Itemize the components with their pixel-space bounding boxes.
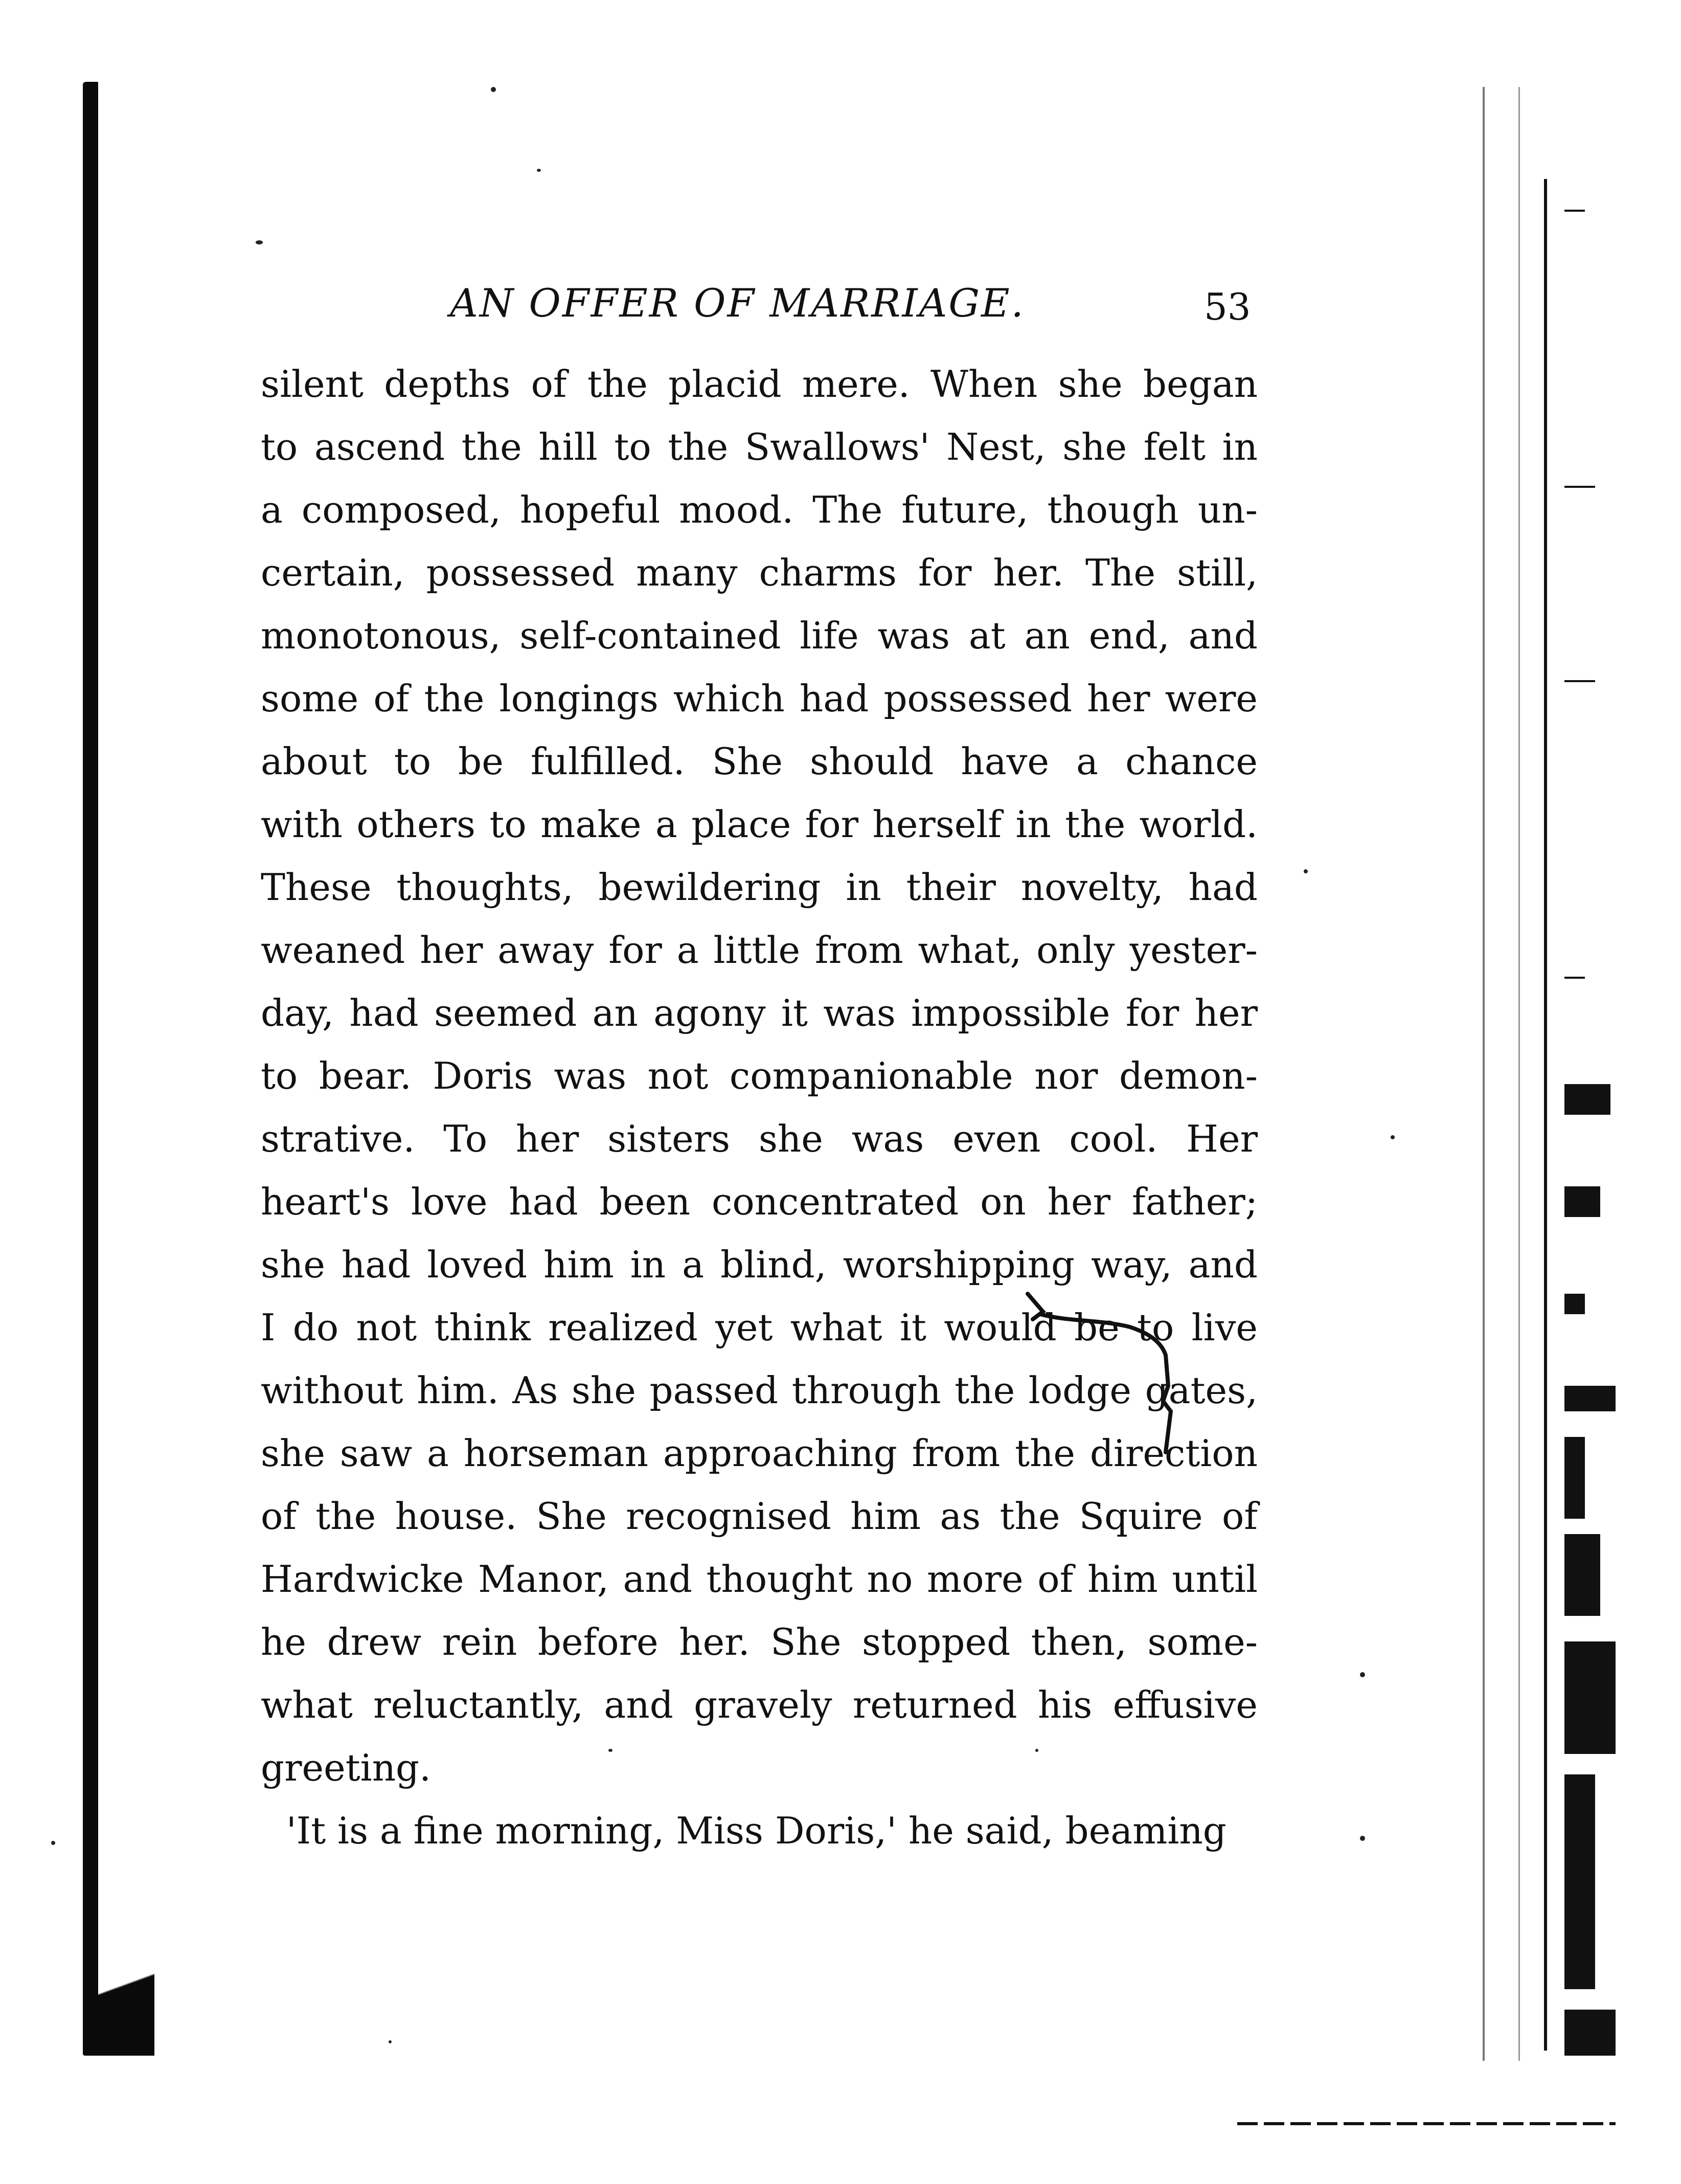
scan-speck: [1360, 1672, 1365, 1677]
text-line: greeting.: [261, 1746, 431, 1789]
scan-speck: [51, 1841, 55, 1845]
text-line: heart's love had been concentrated on her father;: [261, 1180, 1258, 1223]
text-line: These thoughts, bewildering in their novelty, had: [261, 866, 1258, 909]
text-line: of the house. She recognised him as the Squire of: [261, 1495, 1258, 1538]
text-line: weaned her away for a little from what, only yester-: [261, 929, 1258, 972]
scan-speck: [1035, 1749, 1038, 1752]
text-line: without him. As she passed through the lodge gates,: [261, 1369, 1258, 1412]
scan-speck: [1391, 1135, 1395, 1139]
text-line: some of the longings which had possessed her were: [261, 677, 1258, 720]
page-edge-artifact: [1462, 87, 1616, 2061]
text-line: a composed, hopeful mood. The future, though un-: [261, 488, 1258, 531]
text-line: with others to make a place for herself in the world.: [261, 803, 1258, 846]
binding-shadow: [83, 82, 98, 2056]
scan-speck: [537, 169, 541, 172]
text-line: she had loved him in a blind, worshipping way, and: [261, 1243, 1258, 1286]
text-line: certain, possessed many charms for her. The still,: [261, 551, 1258, 594]
text-line: monotonous, self-contained life was at an end, and: [261, 614, 1258, 657]
page-bottom-edge: [1237, 2122, 1616, 2125]
text-line: 'It is a fine morning, Miss Doris,' he said, beaming: [286, 1809, 1226, 1852]
scan-speck: [256, 240, 263, 244]
text-line: Hardwicke Manor, and thought no more of him until: [261, 1558, 1258, 1601]
page-number: 53: [1204, 285, 1251, 328]
text-line: strative. To her sisters she was even cool. Her: [261, 1117, 1258, 1160]
running-title: AN OFFER OF MARRIAGE.: [450, 280, 1025, 326]
scan-speck: [491, 87, 496, 92]
scan-speck: [1304, 869, 1308, 873]
text-line: she saw a horseman approaching from the direction: [261, 1432, 1258, 1475]
scan-speck: [389, 2040, 392, 2043]
text-line: to bear. Doris was not companionable nor demon-: [261, 1054, 1258, 1097]
pen-scribble: [1012, 1284, 1227, 1468]
text-line: silent depths of the placid mere. When she began: [261, 363, 1258, 406]
scan-speck: [608, 1749, 612, 1752]
scan-speck: [1360, 1836, 1365, 1841]
text-line: day, had seemed an agony it was impossible for her: [261, 992, 1258, 1034]
text-line: what reluctantly, and gravely returned his effusive: [261, 1683, 1258, 1726]
text-line: about to be fulfilled. She should have a chance: [261, 740, 1258, 783]
text-line: he drew rein before her. She stopped then, some-: [261, 1620, 1258, 1663]
text-line: to ascend the hill to the Swallows' Nest, she felt in: [261, 425, 1258, 468]
text-line: I do not think realized yet what it would be to live: [261, 1306, 1258, 1349]
body-text: [261, 353, 1258, 1862]
